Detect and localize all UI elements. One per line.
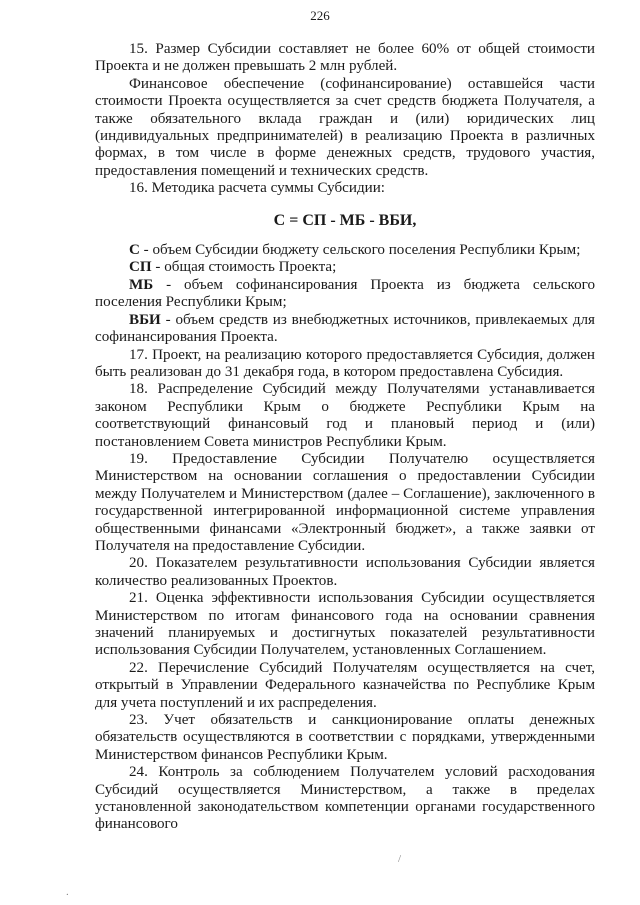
- definition-sp: [95, 259, 595, 276]
- definition-text: - объем софинансирования Проекта из бюджета сельского поселения Республики Крым;: [95, 276, 595, 311]
- definition-text: - общая стоимость Проекта;: [151, 259, 337, 276]
- definition-term: С: [129, 242, 140, 259]
- definition-vbi: [95, 312, 595, 347]
- paragraph-16: 16. Методика расчета суммы Субсидии:: [129, 180, 385, 197]
- definition-s: [95, 242, 595, 259]
- paragraph-23: 23. Учет обязательств и санкционирование оплаты денежных обязательств осуществляются в соответствии с порядками, утвержденными Министерством финансов Республики Крым.: [95, 712, 595, 763]
- paragraph-17: 17. Проект, на реализацию которого предоставляется Субсидия, должен быть реализован до 31 декабря года, в котором предоставлена Субсидия.: [95, 346, 595, 380]
- paragraph-15: 15. Размер Субсидии составляет не более 60% от общей стоимости Проекта и не должен превышать 2 млн рублей.: [95, 41, 595, 75]
- paragraph-18: 18. Распределение Субсидий между Получателями устанавливается законом Республики Крым о бюджете Республики Крым на соответствующий финансовый год и плановый период и (или) постановлением Совета министров Республики Крым.: [95, 381, 595, 450]
- definition-text: - объем средств из внебюджетных источников, привлекаемых для софинансирования Проекта.: [95, 311, 595, 346]
- definition-term: МБ: [129, 276, 154, 293]
- paragraph-19: 19. Предоставление Субсидии Получателю осуществляется Министерством на основании соглашения о предоставлении Субсидии между Получателем и Министерством (далее – Соглашение), заключенного в государственной интегрированной информационной системе управления общественными финансами «Электронный бюджет», а также заявки от Получателя на предоставление Субсидии.: [95, 450, 595, 554]
- subsidy-formula: С = СП - МБ - ВБИ,: [273, 211, 417, 229]
- scan-mark: /: [398, 853, 402, 865]
- paragraph-24: 24. Контроль за соблюдением Получателем условий расходования Субсидий осуществляется Министерством, а также в пределах установленной законодательством компетенции органами государственного финансового: [95, 764, 595, 833]
- paragraph-22: 22. Перечисление Субсидий Получателям осуществляется на счет, открытый в Управлении Федерального казначейства по Республике Крым для учета поступлений и их распределения.: [95, 659, 595, 711]
- scan-mark: .: [66, 886, 69, 898]
- page-number: 226: [310, 8, 330, 23]
- definition-term: ВБИ: [129, 311, 161, 328]
- document-body: [95, 41, 595, 834]
- definition-text: - объем Субсидии бюджету сельского поселения Республики Крым;: [139, 242, 581, 259]
- paragraph-cofinancing: Финансовое обеспечение (софинансирование) оставшейся части стоимости Проекта осуществляется за счет средств бюджета Получателя, а также обязательного вклада граждан и (или) юридических лиц (индивидуальных предпринимателей) в реализацию Проекта в различных формах, в том числе в форме денежных средств, трудового участия, предоставления помещений и технических средств.: [95, 75, 595, 179]
- paragraph-20: 20. Показателем результативности использования Субсидии является количество реализованных Проектов.: [95, 555, 595, 589]
- definition-mb: [95, 277, 595, 312]
- definition-term: СП: [129, 259, 152, 276]
- paragraph-21: 21. Оценка эффективности использования Субсидии осуществляется Министерством по итогам финансового года на основании сравнения значений планируемых и достигнутых показателей результативности использования Субсидии Получателем, установленных Соглашением.: [95, 590, 595, 659]
